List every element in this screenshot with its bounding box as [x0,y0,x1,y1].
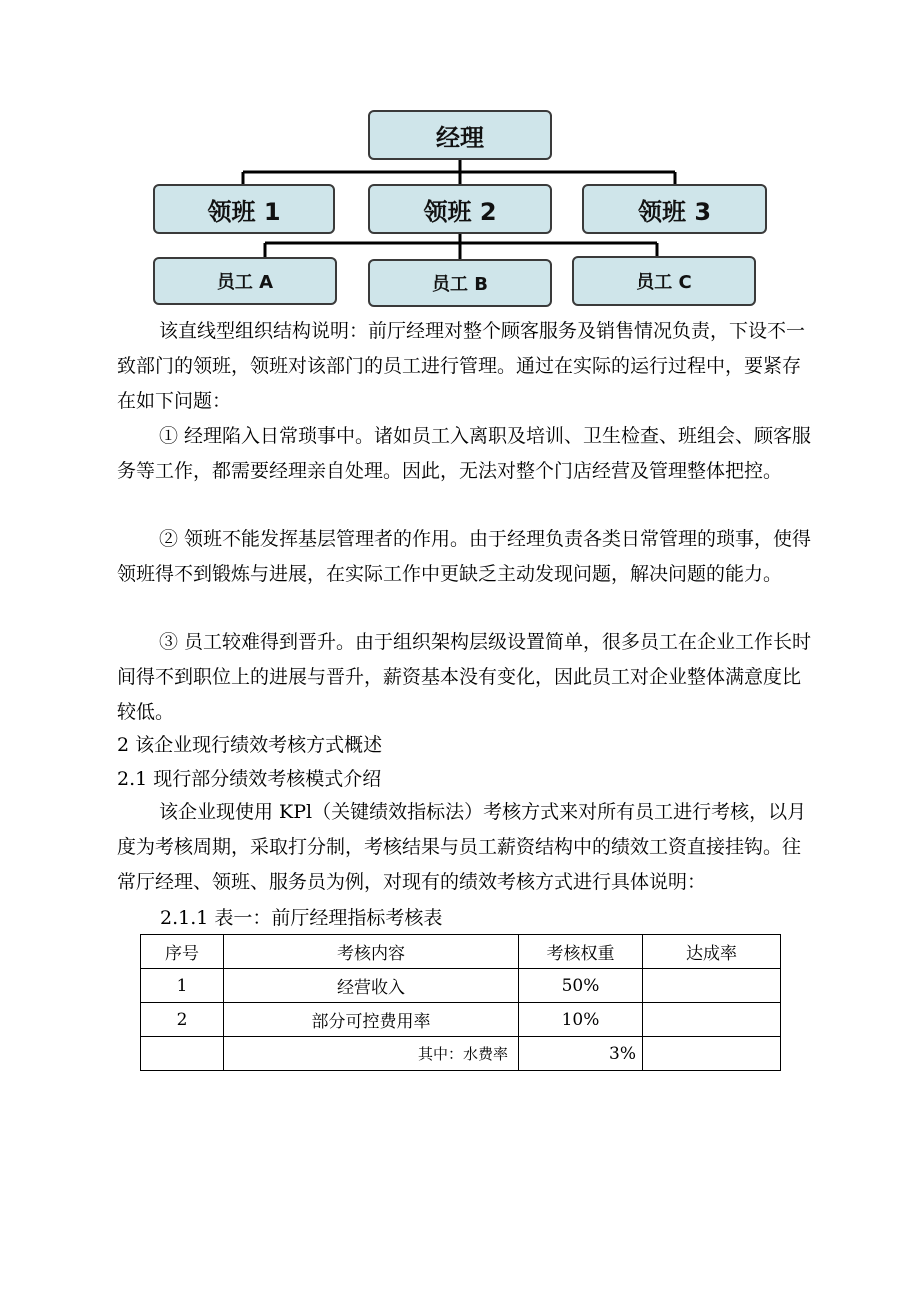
paragraph-kpi-intro: 该企业现使用 KPl（关键绩效指标法）考核方式来对所有员工进行考核，以月度为考核周期，采取打分制，考核结果与员工薪资结构中的绩效工资直接挂钩。往常厅经理、领班、服务员为例，对现有的绩效考核方式进行具体说明： [117,801,807,893]
header-no: 序号 [141,935,224,969]
cell-content: 部分可控费用率 [224,1003,519,1037]
cell-rate [643,1003,781,1037]
cell-no: 2 [141,1003,224,1037]
org-box-leader-3: 领班 3 [582,184,767,234]
paragraph-issue-1: ① 经理陷入日常琐事中。诸如员工入离职及培训、卫生检查、班组会、顾客服务等工作，都需要经理亲自处理。因此，无法对整个门店经营及管理整体把控。 [117,425,812,482]
org-box-staff-c: 员工 C [572,256,756,306]
header-content: 考核内容 [224,935,519,969]
paragraph-structure-description: 该直线型组织结构说明：前厅经理对整个顾客服务及销售情况负责，下设不一致部门的领班，领班对该部门的员工进行管理。通过在实际的运行过程中，要紧存在如下问题： [117,320,806,412]
org-chart [0,0,920,320]
org-box-staff-a: 员工 A [153,257,337,305]
table-row [141,1003,781,1037]
cell-no [141,1037,224,1071]
cell-weight: 3% [519,1037,643,1071]
header-weight: 考核权重 [519,935,643,969]
org-box-staff-b: 员工 B [368,259,552,307]
org-box-leader-1: 领班 1 [153,184,335,234]
cell-weight: 50% [519,969,643,1003]
table-row [141,1037,781,1071]
table-caption: 2.1.1 表一：前厅经理指标考核表 [160,907,443,929]
cell-content: 其中：水费率 [224,1037,519,1071]
header-rate: 达成率 [643,935,781,969]
table-row [141,969,781,1003]
cell-content: 经营收入 [224,969,519,1003]
paragraph-issue-3: ③ 员工较难得到晋升。由于组织架构层级设置简单，很多员工在企业工作长时间得不到职位上的进展与晋升，薪资基本没有变化，因此员工对企业整体满意度比较低。 [117,631,812,723]
cell-no: 1 [141,969,224,1003]
section-heading-2: 2 该企业现行绩效考核方式概述 [117,734,383,756]
paragraph-issue-2: ② 领班不能发挥基层管理者的作用。由于经理负责各类日常管理的琐事，使得领班得不到锻炼与进展，在实际工作中更缺乏主动发现问题，解决问题的能力。 [117,528,812,585]
kpi-table [140,934,781,1071]
cell-weight: 10% [519,1003,643,1037]
org-box-leader-2: 领班 2 [368,184,552,234]
section-heading-2-1: 2.1 现行部分绩效考核模式介绍 [117,768,382,790]
table-header-row [141,935,781,969]
org-box-manager: 经理 [368,110,552,160]
cell-rate [643,969,781,1003]
cell-rate [643,1037,781,1071]
